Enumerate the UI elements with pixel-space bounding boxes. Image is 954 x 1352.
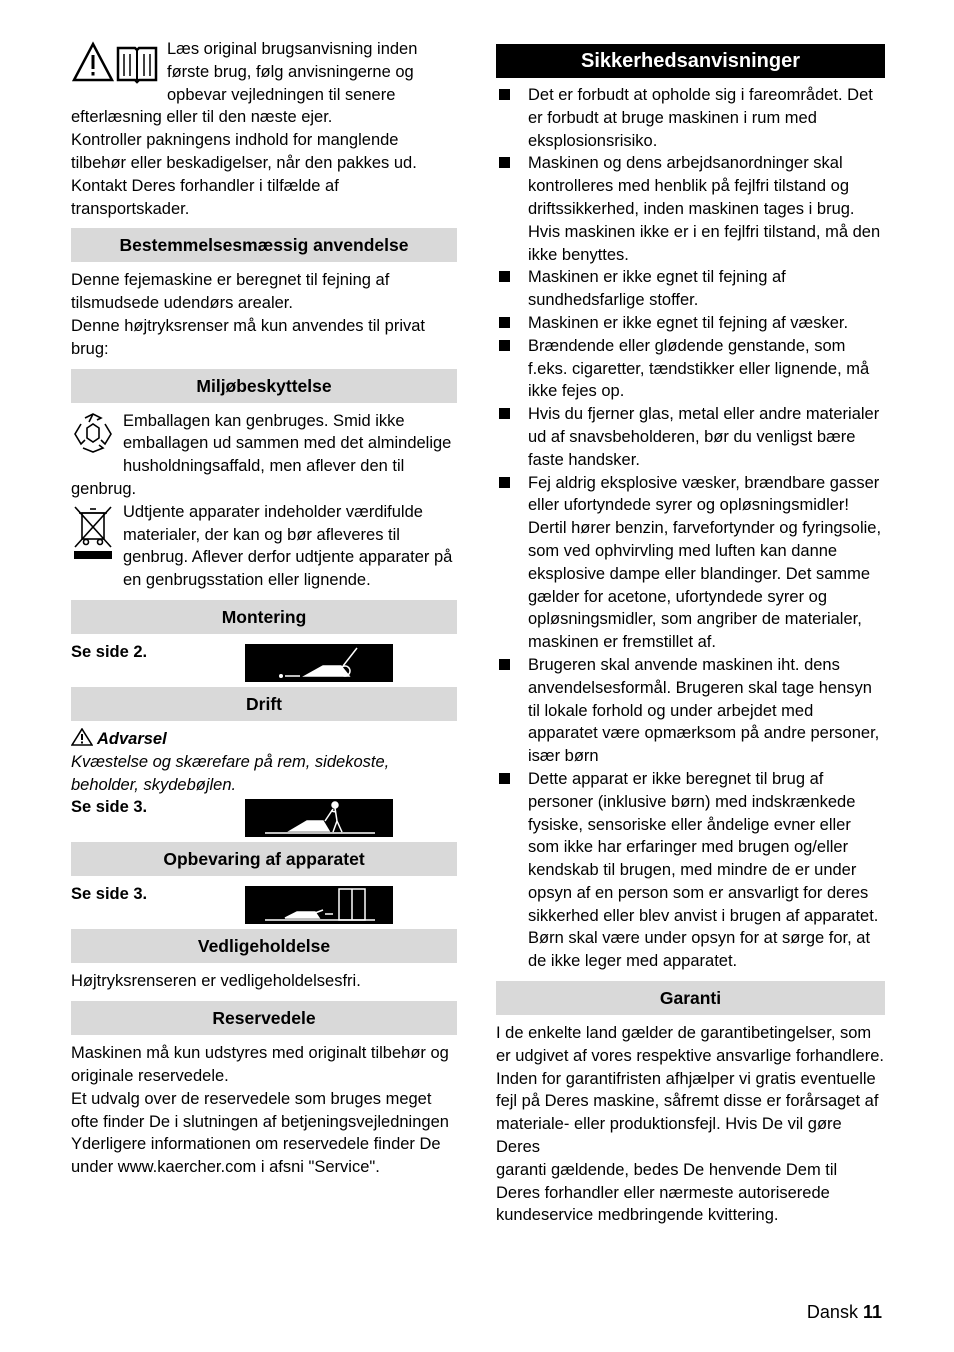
section-title-vedlige: Vedligeholdelse xyxy=(71,929,457,963)
drift-see-page xyxy=(71,796,457,840)
warning-manual-icon xyxy=(71,40,159,91)
drift-illustration xyxy=(245,799,393,837)
reserve-text-2: Et udvalg over de reservedele som bruges meget ofte finder De i slutningen af betjeningsvejledningen xyxy=(71,1089,449,1131)
list-item: Det er forbudt at opholde sig i fareområdet. Det er forbudt at bruge maskinen i rum med eksplosionsrisiko. xyxy=(496,84,885,152)
garanti-text-2: garanti gældende, bedes De henvende Dem til Deres forhandler eller nærmeste autoriserede kundeservice medbringende kvittering. xyxy=(496,1160,838,1225)
miljo-block-1 xyxy=(71,410,457,501)
bullet-square-icon xyxy=(499,89,510,100)
bullet-square-icon xyxy=(499,773,510,784)
section-title-reserve: Reservedele xyxy=(71,1001,457,1035)
warning-title: Advarsel xyxy=(96,729,167,748)
montering-see-label: Se side 2. xyxy=(71,642,148,661)
page-footer xyxy=(807,1301,882,1324)
section-title-opbevaring: Opbevaring af apparatet xyxy=(71,842,457,876)
warning-heading xyxy=(71,728,457,751)
crossed-bin-icon xyxy=(71,503,115,570)
intro-block xyxy=(71,38,457,220)
section-title-garanti: Garanti xyxy=(496,981,885,1015)
safety-list xyxy=(496,84,885,973)
list-item: Maskinen er ikke egnet til fejning af sundhedsfarlige stoffer. xyxy=(496,266,885,312)
list-item: Maskinen er ikke egnet til fejning af væsker. xyxy=(496,312,885,335)
miljo-block-2 xyxy=(71,501,457,592)
warning-text: Kvæstelse og skærefare på rem, sidekoste, beholder, skydebøjlen. xyxy=(71,752,390,794)
reserve-text-3: Yderligere informationen om reservedele finder De under www.kaercher.com i afsni "Service". xyxy=(71,1135,441,1177)
left-column xyxy=(71,38,457,1179)
section-title-montering: Montering xyxy=(71,600,457,634)
right-column xyxy=(496,44,885,1227)
garanti-text-1: I de enkelte land gælder de garantibetingelser, som er udgivet af vores respektive ansvarlige forhandlere. Inden for garantifristen afhjælper vi gratis eventuelle fejl på Deres maskine, såfremt disse er forårsaget af materiale- eller produktionsfejl. Hvis De vil gøre Deres xyxy=(496,1024,884,1157)
bullet-square-icon xyxy=(499,157,510,168)
list-item: Brændende eller glødende genstande, som f.eks. cigaretter, tændstikker eller lignende, må ikke fejes op. xyxy=(496,335,885,403)
montering-see-page xyxy=(71,641,457,685)
section-title-miljo: Miljøbeskyttelse xyxy=(71,369,457,403)
list-item: Brugeren skal anvende maskinen iht. dens anvendelsesformål. Brugeren skal tage hensyn til lokale forhold og under arbejdet med apparatet være opmærksom på andre personer, især børn xyxy=(496,654,885,768)
bullet-square-icon xyxy=(499,408,510,419)
drift-see-label: Se side 3. xyxy=(71,798,148,817)
list-item: Dette apparat er ikke beregnet til brug af personer (inklusive børn) med indskrænkede fysiske, sensoriske eller åndelige evner eller som ikke har erfaringer med brugen og/eller kendskab til brugen, med mindre de er under opsyn af en person som er ansvarligt for deres sikkerhed eller blev anvist i brugen af apparatet. Børn skal være under opsyn for at sørge for, at de ikke leger med apparatet. xyxy=(496,768,885,973)
bullet-square-icon xyxy=(499,271,510,282)
page-number: 11 xyxy=(862,1302,882,1322)
bestemmelse-text-2: Denne højtryksrenser må kun anvendes til privat brug: xyxy=(71,316,425,358)
miljo-text-1: Emballagen kan genbruges. Smid ikke emballagen ud sammen med det almindelige husholdningsaffald, men aflever den til genbrug. xyxy=(71,411,452,498)
opbevaring-illustration xyxy=(245,886,393,924)
list-item: Maskinen og dens arbejdsanordninger skal kontrolleres med henblik på fejlfri tilstand og driftssikkerhed, inden maskinen tages i brug. Hvis maskinen ikke er i en fejlfri tilstand, må den ikke benyttes. xyxy=(496,152,885,266)
opbevaring-see-page xyxy=(71,883,457,927)
recycle-icon xyxy=(71,412,115,463)
reserve-text-1: Maskinen må kun udstyres med originalt tilbehør og originale reservedele. xyxy=(71,1044,449,1085)
intro-text-2: Kontroller pakningens indhold for manglende tilbehør eller beskadigelser, når den pakkes ud. Kontakt Deres forhandler i tilfælde af transportskader. xyxy=(71,131,417,218)
section-title-drift: Drift xyxy=(71,687,457,721)
footer-language: Dansk xyxy=(806,1302,858,1322)
bullet-square-icon xyxy=(499,477,510,488)
miljo-text-2: Udtjente apparater indeholder værdifulde materialer, der kan og bør afleveres til genbrug. Aflever derfor udtjente apparater på en genbrugsstation eller lignende. xyxy=(123,502,453,590)
section-title-bestemmelse: Bestemmelsesmæssig anvendelse xyxy=(71,228,457,262)
intro-text-1: Læs original brugsanvisning inden første brug, følg anvisningerne og opbevar vejledningen til senere efterlæsning eller til den næste ejer. xyxy=(71,40,418,127)
bullet-square-icon xyxy=(499,659,510,670)
vedlige-text: Højtryksrenseren er vedligeholdelsesfri. xyxy=(71,972,361,991)
list-item: Hvis du fjerner glas, metal eller andre materialer ud af snavsbeholderen, bør du venligst bære faste handsker. xyxy=(496,403,885,471)
bullet-square-icon xyxy=(499,317,510,328)
section-title-sikkerhed: Sikkerhedsanvisninger xyxy=(496,44,885,78)
bullet-square-icon xyxy=(499,340,510,351)
warning-icon xyxy=(71,730,97,748)
montering-illustration xyxy=(245,644,393,682)
bestemmelse-text-1: Denne fejemaskine er beregnet til fejning af tilsmudsede udendørs arealer. xyxy=(71,271,390,313)
opbevaring-see-label: Se side 3. xyxy=(71,885,148,904)
list-item: Fej aldrig eksplosive væsker, brændbare gasser eller ufortyndede syrer og opløsningsmidler! Dertil hører benzin, farvefortynder og fyringsolie, som ved ophvirvling med luften kan danne eksplosive dampe eller blandinger. Det samme gælder for acetone, ufortyndede syrer og opløsningsmidler, som angriber de materialer, maskinen er fremstillet af. xyxy=(496,472,885,654)
